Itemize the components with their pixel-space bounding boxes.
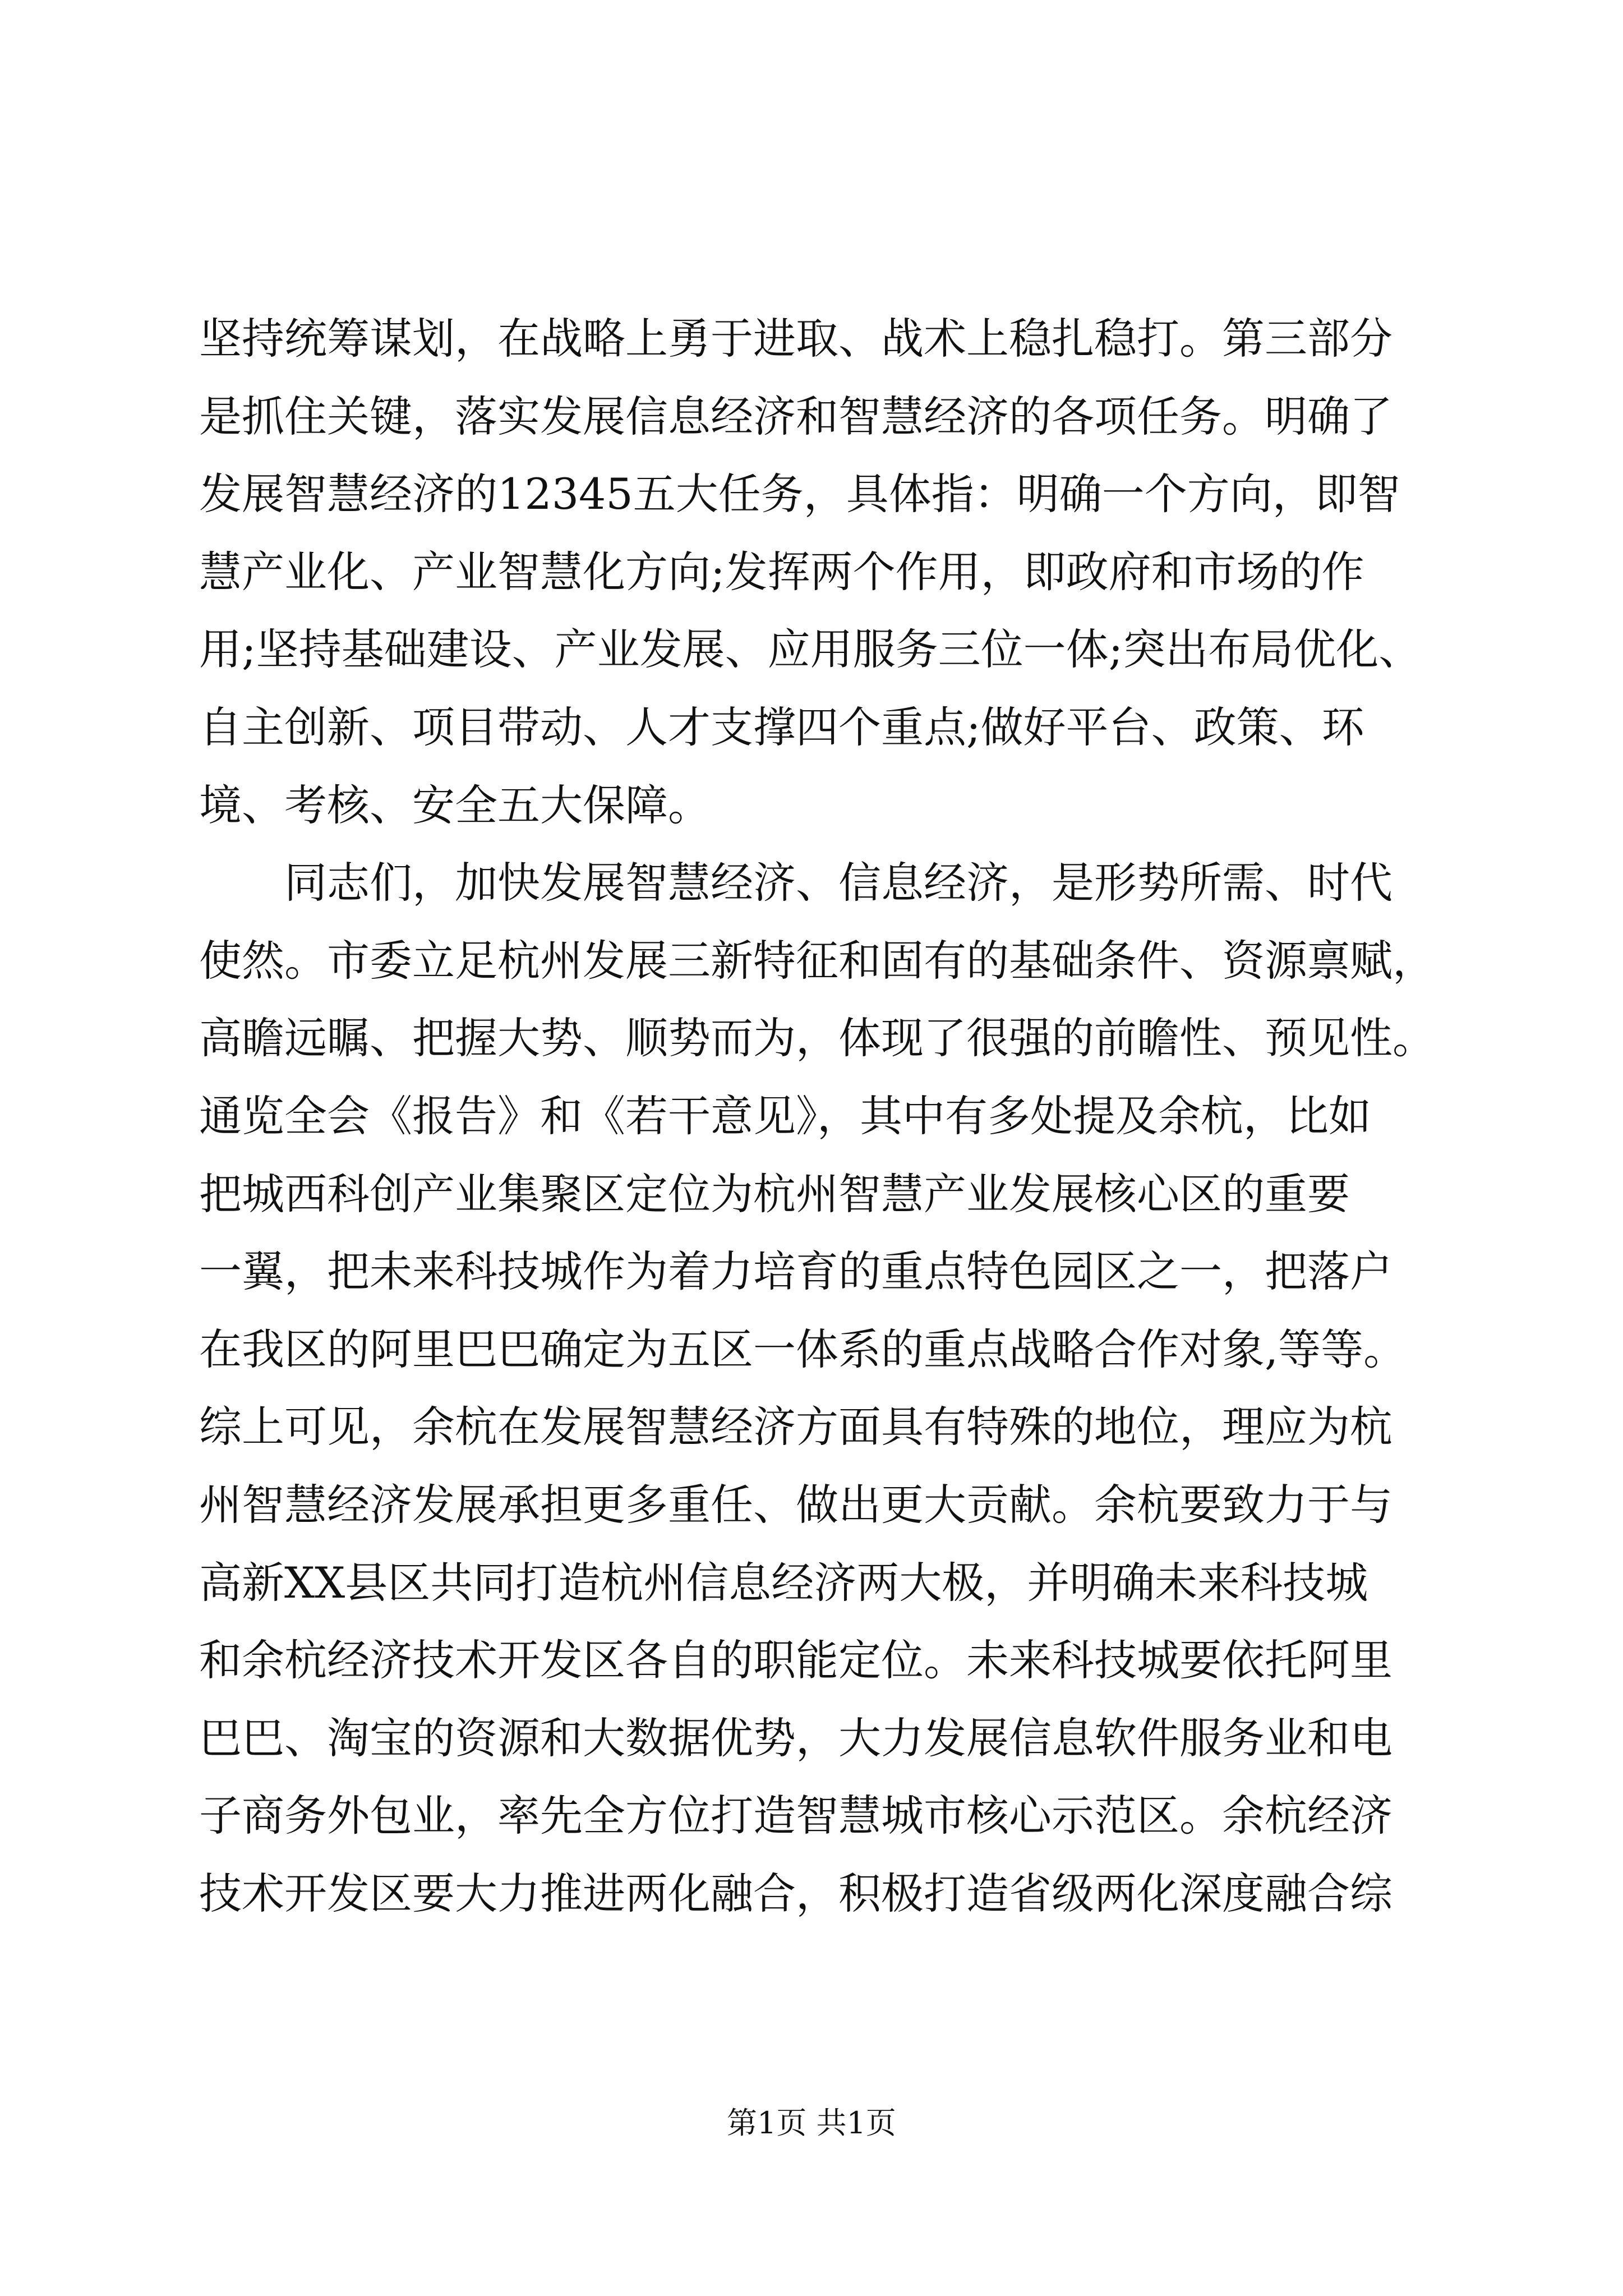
text-line: 综上可见，余杭在发展智慧经济方面具有特殊的地位，理应为杭 — [199, 1402, 1393, 1452]
text-line: 和余杭经济技术开发区各自的职能定位。未来科技城要依托阿里 — [199, 1635, 1393, 1686]
text-line: 技术开发区要大力推进两化融合，积极打造省级两化深度融合综 — [199, 1868, 1393, 1918]
text-line: 慧产业化、产业智慧化方向;发挥两个作用，即政府和市场的作 — [199, 546, 1364, 597]
text-line: 高瞻远瞩、把握大势、顺势而为，体现了很强的前瞻性、预见性。 — [199, 1013, 1435, 1064]
text-line: 把城西科创产业集聚区定位为杭州智慧产业发展核心区的重要 — [199, 1168, 1350, 1219]
text-line: 高新XX县区共同打造杭州信息经济两大极，并明确未来科技城 — [199, 1557, 1368, 1608]
text-line: 是抓住关键，落实发展信息经济和智慧经济的各项任务。明确了 — [199, 391, 1393, 441]
text-line: 发展智慧经济的12345五大任务，具体指：明确一个方向，即智 — [199, 469, 1400, 519]
text-line: 使然。市委立足杭州发展三新特征和固有的基础条件、资源禀赋， — [199, 935, 1435, 986]
page-footer: 第1页 共1页 — [727, 2105, 896, 2141]
text-line: 州智慧经济发展承担更多重任、做出更大贡献。余杭要致力于与 — [199, 1479, 1393, 1530]
text-line: 境、考核、安全五大保障。 — [199, 780, 711, 830]
text-line: 坚持统筹谋划，在战略上勇于进取、战术上稳扎稳打。第三部分 — [199, 314, 1393, 364]
text-line: 用;坚持基础建设、产业发展、应用服务三位一体;突出布局优化、 — [199, 624, 1422, 675]
text-line: 在我区的阿里巴巴确定为五区一体系的重点战略合作对象,等等。 — [199, 1324, 1407, 1374]
text-line: 子商务外包业，率先全方位打造智慧城市核心示范区。余杭经济 — [199, 1791, 1393, 1841]
text-line: 同志们，加快发展智慧经济、信息经济，是形势所需、时代 — [199, 858, 1393, 908]
text-line: 通览全会《报告》和《若干意见》，其中有多处提及余杭，比如 — [199, 1091, 1371, 1141]
body-text — [199, 300, 1433, 1932]
text-line: 巴巴、淘宝的资源和大数据优势，大力发展信息软件服务业和电 — [199, 1713, 1393, 1763]
text-line: 一翼，把未来科技城作为着力培育的重点特色园区之一，把落户 — [199, 1246, 1393, 1297]
text-line: 自主创新、项目带动、人才支撑四个重点;做好平台、政策、环 — [199, 702, 1364, 752]
